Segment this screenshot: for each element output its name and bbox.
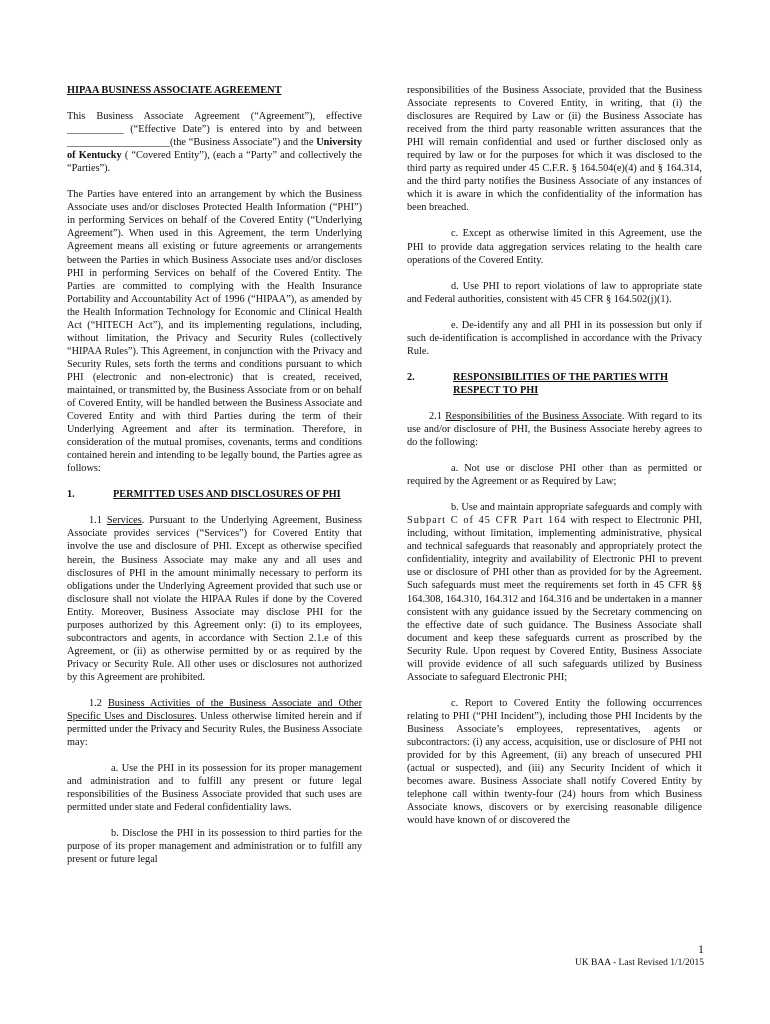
right-column [407, 84, 702, 840]
clause-number: 1.1 [89, 515, 107, 527]
item-1-2-c: c. Except as otherwise limited in this Agreement, use the PHI to provide data aggregation services relating to the health care operations of the Covered Entity. [407, 228, 702, 266]
item-1-2-a: a. Use the PHI in its possession for its proper management and administration and to fulfill any present or future legal responsibilities of the Business Associate provided that such uses are permitted under state and Federal confidentiality laws. [67, 763, 362, 814]
item-2-1-c: c. Report to Covered Entity the following occurrences relating to PHI (“PHI Incident”), including those PHI Incidents by the Business Associate’s employees, representatives, agents or subcontractors: (i) any access, acquisition, use or disclosure of PHI not provided for by this Agreement, (ii) any breach of unsecured PHI (actual or suspected), and (iii) any Security Incident of which it becomes aware. Business Associate shall notify Covered Entity by telephone call within twenty-four (24) hours from which Business Associate knows, discovers or by exercising reasonable diligence would have known of or discovered the [407, 697, 702, 827]
clause-1-2 [67, 697, 362, 749]
clause-number: 2.1 [429, 410, 446, 422]
intro-text-end: ( “Covered Entity”), (each a “Party” and collectively the “Parties”). [67, 150, 362, 175]
document-title: HIPAA BUSINESS ASSOCIATE AGREEMENT [67, 85, 282, 96]
item-1-2-b: b. Disclose the PHI in its possession to third parties for the purpose of its proper management and administration or to fulfill any present or future legal [67, 828, 362, 866]
clause-number: 1.2 [89, 697, 108, 709]
intro-paragraph-1 [67, 110, 362, 175]
section-title: PERMITTED USES AND DISCLOSURES OF PHI [113, 489, 341, 501]
section-number: 1. [67, 489, 75, 501]
clause-text: . Unless otherwise limited herein and if permitted under the Privacy and Security Rules, the Business Associate may: [67, 711, 362, 749]
covered-entity-name: University of Kentucky [67, 137, 362, 162]
section-2-heading [407, 371, 702, 397]
item-text-end: with respect to Electronic PHI, including, without limitation, implementing administrative, physical and technical safeguards that reasonably and appropriately protect the confidentiality, integrity and availability of Electronic PHI to prevent use or disclosure of PHI other than as provided for by the Agreement. Such safeguards must meet the requirements set forth in 45 CFR §§ 164.308, 164.310, 164.312 and 164.316 and be undertaken in a manner consistent with any guidance issued by the Secretary commencing on the effective date of such guidance. The Business Associate shall document and keep these safeguards current as proscribed by the Security Rule. Upon request by Covered Entity, Business Associate will provide evidence of all such safeguards utilized by Business Associate to safeguard Electronic PHI; [407, 515, 702, 683]
item-2-1-a: a. Not use or disclose PHI other than as permitted or required by the Agreement or as Required by Law; [407, 463, 702, 488]
clause-title: Services [106, 515, 142, 527]
revision-footer: UK BAA - Last Revised 1/1/2015 [574, 958, 704, 968]
clause-1-1 [67, 514, 362, 684]
regulation-reference: Subpart C of 45 CFR Part 164 [407, 515, 567, 527]
item-text: b. Use and maintain appropriate safeguards and comply with [451, 502, 702, 514]
clause-title: Responsibilities of the Business Associate [445, 410, 622, 422]
intro-paragraph-2: The Parties have entered into an arrangement by which the Business Associate uses and/or discloses Protected Health Information (“PHI”) in performing Services on behalf of the Covered Entity (“Underlying Agreement”). When used in this Agreement, the term Underlying Agreement means all existing or future agreements or arrangements between the Parties in which Business Associate uses and/or discloses PHI in performing Services on behalf of the Covered Entity. The Parties are committed to complying with the Health Insurance Portability and Accountability Act of 1996 (“HIPAA”), as amended by the Health Information Technology for Economic and Clinical Health Act (“HITECH Act”), and its implementing regulations, including, without limitation, the Privacy and Security Rules (collectively “HIPAA Rules”). This Agreement, in conjunction with the Privacy and Security Rules, sets forth the terms and conditions pursuant to which PHI (electronic and non-electronic) that is created, received, maintained, or transmitted by, the Business Associate from or on behalf of Covered Entity, will be handled between the Business Associate and Covered Entity and with third Parties during the term of their Underlying Agreement and after its termination. Therefore, in consideration of the mutual promises, covenants, terms and conditions contained herein and intending to be legally bound, the Parties agree as follows: [67, 189, 362, 475]
clause-text: . Pursuant to the Underlying Agreement, Business Associate provides services (“Services”) for Covered Entity that involve the use and disclosure of PHI. Except as otherwise specified herein, the Business Associate may make any and all uses and disclosures of PHI in the amount minimally necessary to perform its obligations under the Underlying Agreement provided that such use or disclosure shall not violate the HIPAA Rules if done by the Covered Entity. Moreover, Business Associate may disclose PHI for the purposes authorized by this Agreement only: (i) to its employees, subcontractors and agents, in accordance with Section 2.1.e of this Agreement, or (ii) as otherwise permitted by or as required by the Privacy or Security Rule. All other uses or disclosures not authorized by this Agreement are prohibited. [67, 515, 362, 683]
left-column [67, 84, 362, 879]
item-1-2-d: d. Use PHI to report violations of law to appropriate state and Federal authorities, consistent with 45 CFR § 164.502(j)(1). [407, 280, 702, 305]
item-1-2-e: e. De-identify any and all PHI in its possession but only if such de-identification is accomplished in accordance with the Privacy Rule. [407, 319, 702, 357]
section-1-heading [67, 488, 362, 501]
section-number: 2. [407, 371, 415, 383]
section-title: RESPONSIBILITIES OF THE PARTIES WITH RESPECT TO PHI [453, 371, 668, 396]
page-number: 1 [698, 942, 704, 956]
item-1-2-b-continued: responsibilities of the Business Associate, provided that the Business Associate represents to Covered Entity, in writing, that (i) the disclosures are Required by Law or (ii) the Business Associate has received from the third party reasonable written assurances that the PHI will remain confidential and used or further disclosed only as required by law or for the purposes for which it was disclosed to the third party as required under 45 C.F.R. § 164.504(e)(4) and § 164.314, and the third party notifies the Business Associate of any instances of which it is aware in which the confidentiality of the information has been breached. [407, 85, 702, 214]
clause-text: . With regard to its use and/or disclosure of PHI, the Business Associate hereby agrees to do the following: [407, 410, 702, 449]
clause-2-1 [407, 410, 702, 449]
clause-title: Business Activities of the Business Associate and Other Specific Uses and Disclosures [67, 697, 362, 723]
intro-text: This Business Associate Agreement (“Agreement”), effective ___________ (“Effective Date”) is entered into by and between ____________________(the “Business Associate”) and the [67, 111, 362, 149]
item-2-1-b [407, 501, 702, 684]
